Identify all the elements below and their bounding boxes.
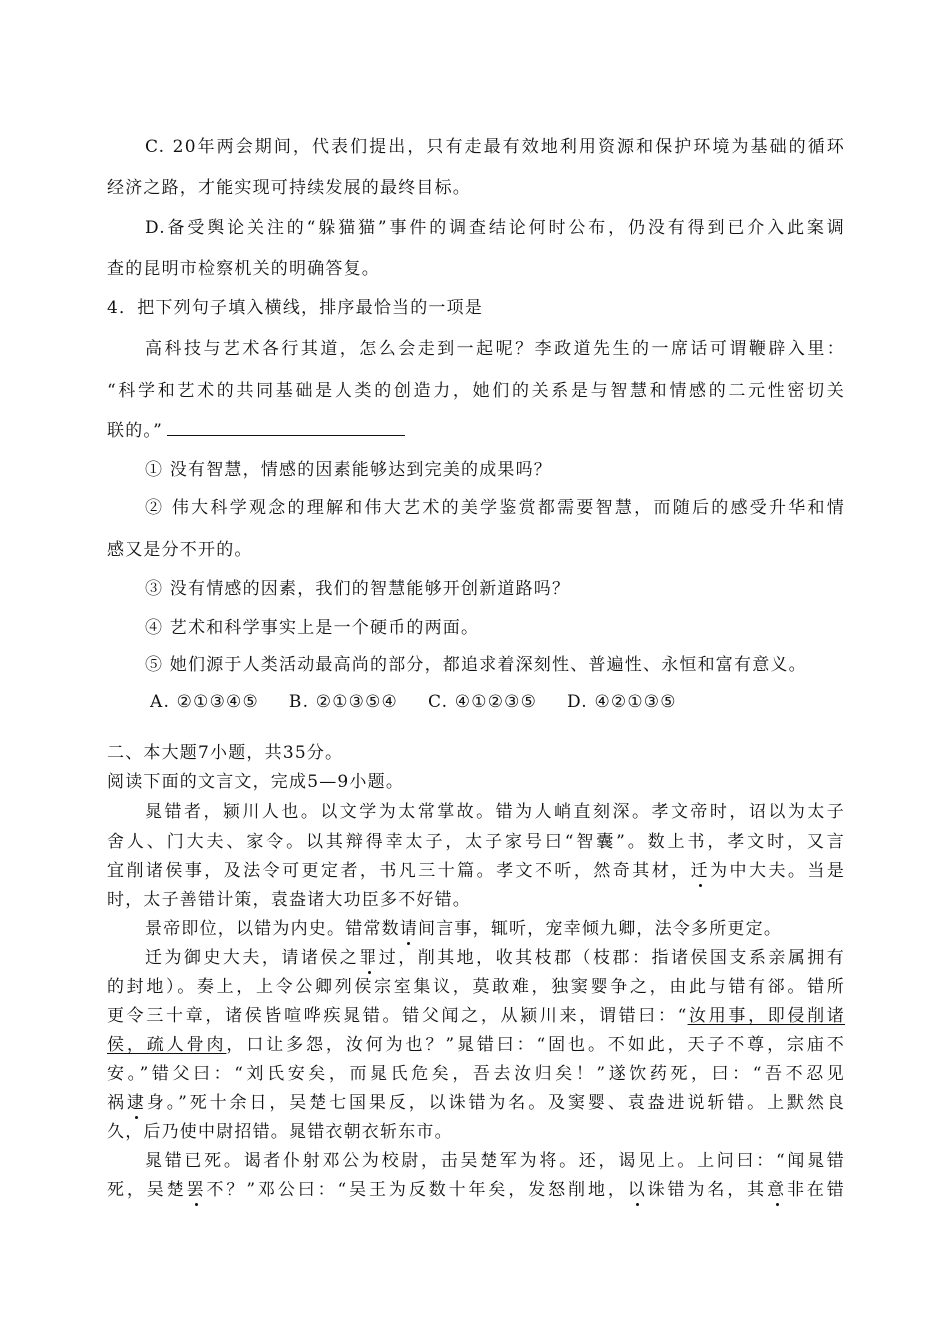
emphasis-char: 罪 [359, 948, 379, 968]
text-p1-line3 [107, 861, 845, 881]
text-seg: ，口让多怨，汝何为也？”晁错曰：“固也。不如此，天子不尊，宗庙不 [226, 1035, 845, 1055]
text-seg: 间言事，辄听，宠幸倾九卿，法令多所更定。 [418, 919, 783, 939]
q3-option-c-line1: C. 20年两会期间，代表们提出，只有走最有效地利用资源和保护环境为基础的循环 [145, 137, 845, 157]
emphasis-char: 迁 [690, 861, 711, 881]
emphasis-char: 罢 [186, 1180, 207, 1200]
q3-option-c-line2: 经济之路，才能实现可持续发展的最终目标。 [107, 178, 471, 198]
text-seg: 身。”死十余日，吴楚七国果反，以诛错为名。及窦婴、袁盎进说斩错。上默然良 [146, 1093, 846, 1113]
text-p3-line2: 的封地）。奏上，上令公卿列侯宗室集议，莫敢难，独窦婴争之，由此与错有郤。错所 [107, 977, 845, 997]
text-seg: 过，削其地，收其枝郡（枝郡：指诸侯国支系亲属拥有 [378, 948, 845, 968]
q4-option-c: C. ④①②③⑤ [428, 692, 538, 712]
emphasis-char: 逮 [126, 1093, 147, 1113]
section2-instruction: 阅读下面的文言文，完成5—9小题。 [107, 772, 405, 792]
q4-sentence-1: ① 没有智慧，情感的因素能够达到完美的成果吗？ [145, 460, 553, 480]
emphasis-char: 以 [627, 1180, 648, 1200]
q4-option-d: D. ④②①③⑤ [567, 692, 677, 712]
emphasis-char: 请 [399, 919, 419, 939]
q4-sentence-4: ④ 艺术和科学事实上是一个硬币的两面。 [145, 618, 480, 638]
text-p3-line4 [107, 1035, 845, 1055]
text-seg: 死，吴楚 [107, 1180, 187, 1200]
text-seg: 景帝即位，以错为内史。错常数 [145, 919, 400, 939]
text-seg: 诛错为名，其 [647, 1180, 768, 1200]
text-p1-line2: 舍人、门大夫、家令。以其辩得幸太子，太子家号曰“智囊”。数上书，孝文时，又言 [107, 832, 845, 852]
answer-blank [167, 421, 405, 436]
q4-sentence-3: ③ 没有情感的因素，我们的智慧能够开创新道路吗？ [145, 579, 571, 599]
q4-passage-line3-text: 联的。” [107, 421, 163, 441]
text-p4-line2 [107, 1180, 845, 1200]
q4-passage-line2: “科学和艺术的共同基础是人类的创造力，她们的关系是与智慧和情感的二元性密切关 [107, 381, 845, 401]
text-seg: 迁为御史大夫，请诸侯之 [145, 948, 360, 968]
emphasis-char: 意 [767, 1180, 787, 1200]
q3-option-d-line1: D.备受舆论关注的“躲猫猫”事件的调查结论何时公布，仍没有得到已介入此案调 [145, 218, 845, 238]
q4-sentence-2-line1: ② 伟大科学观念的理解和伟大艺术的美学鉴赏都需要智慧，而随后的感受升华和情 [145, 498, 845, 518]
q4-option-a: A. ②①③④⑤ [150, 692, 259, 712]
text-p1-line1: 晁错者，颍川人也。以文学为太常掌故。错为人峭直刻深。孝文帝时，诏以为太子 [145, 802, 845, 822]
text-seg: 宜削诸侯事，及法令可更定者，书凡三十篇。孝文不听，然奇其材， [107, 861, 691, 881]
text-p4-line1: 晁错已死。谒者仆射邓公为校尉，击吴楚军为将。还，谒见上。上问曰：“闻晁错 [145, 1151, 845, 1171]
q4-passage-line1: 高科技与艺术各行其道，怎么会走到一起呢？李政道先生的一席话可谓鞭辟入里： [145, 339, 845, 359]
q4-option-b: B. ②①③⑤④ [288, 692, 398, 712]
text-seg: 不？”邓公曰：“吴王为反数十年矣，发怒削地， [206, 1180, 628, 1200]
section2-heading: 二、本大题7小题，共35分。 [107, 743, 344, 763]
text-p3-line7: 久，后乃使中尉招错。晁错衣朝衣斩东市。 [107, 1122, 453, 1142]
text-seg: 非在错 [786, 1180, 845, 1200]
text-seg: 为中大夫。当是 [710, 861, 846, 881]
q4-answer-options [150, 692, 707, 712]
text-p3-line5: 安。”错父曰：“刘氏安矣，而晁氏危矣，吾去汝归矣！”遂饮药死，曰：“吾不忍见 [107, 1064, 845, 1084]
text-seg: 祸 [107, 1093, 127, 1113]
text-p2 [145, 919, 782, 939]
underlined-sentence: 侯，疏人骨肉 [107, 1035, 227, 1055]
text-p3-line6 [107, 1093, 845, 1113]
underlined-sentence: 汝用事，即侵削诸 [687, 1006, 845, 1026]
q4-stem: 4．把下列句子填入横线，排序最恰当的一项是 [107, 298, 484, 318]
q4-sentence-5: ⑤ 她们源于人类活动最高尚的部分，都追求着深刻性、普遍性、永恒和富有意义。 [145, 655, 807, 675]
text-p3-line3 [107, 1006, 845, 1026]
q4-passage-line3 [107, 421, 405, 441]
q4-sentence-2-line2: 感又是分不开的。 [107, 540, 253, 560]
text-seg: 更令三十章，诸侯皆喧哗疾晁错。错父闻之，从颍川来，谓错曰：“ [107, 1006, 688, 1026]
text-p3-line1 [145, 948, 845, 968]
text-p1-line4: 时，太子善错计策，袁盎诸大功臣多不好错。 [107, 890, 471, 910]
q3-option-d-line2: 查的昆明市检察机关的明确答复。 [107, 259, 380, 279]
